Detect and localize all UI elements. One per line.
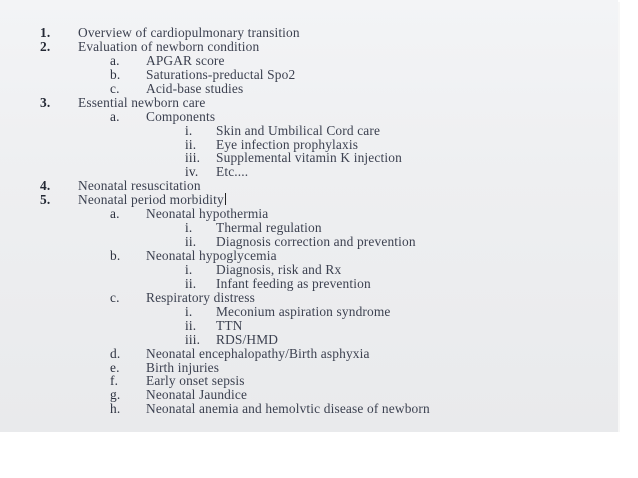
outline-marker: iv. bbox=[185, 164, 199, 180]
outline-item bbox=[0, 124, 618, 138]
outline-item bbox=[0, 277, 618, 291]
outline-label-text: Etc.... bbox=[216, 164, 249, 180]
outline-label[interactable] bbox=[78, 193, 226, 207]
outline-marker: iii. bbox=[185, 150, 201, 166]
outline-label-text: Supplemental vitamin K injection bbox=[216, 150, 402, 166]
outline-marker: f. bbox=[110, 373, 119, 389]
outline-label[interactable] bbox=[216, 235, 416, 249]
outline-label-text: Acid-base studies bbox=[146, 80, 244, 96]
outline-label-text: APGAR score bbox=[146, 52, 225, 68]
outline-item bbox=[0, 221, 618, 235]
outline-marker: ii. bbox=[185, 234, 197, 250]
outline-label[interactable] bbox=[78, 179, 201, 193]
outline-label[interactable] bbox=[216, 305, 391, 319]
outline-item bbox=[0, 249, 618, 263]
outline-item bbox=[0, 263, 618, 277]
outline-label[interactable] bbox=[216, 151, 402, 165]
outline-item bbox=[0, 138, 618, 152]
outline-label[interactable] bbox=[216, 333, 278, 347]
outline-label[interactable] bbox=[216, 277, 371, 291]
outline-label[interactable] bbox=[146, 347, 370, 361]
outline-item bbox=[0, 40, 618, 54]
outline-marker: 2. bbox=[40, 38, 51, 54]
outline-label[interactable] bbox=[146, 68, 295, 82]
outline-marker: i. bbox=[185, 303, 193, 319]
outline-item bbox=[0, 361, 618, 375]
outline-marker: a. bbox=[110, 206, 120, 222]
outline-marker: iii. bbox=[185, 331, 201, 347]
outline-label[interactable] bbox=[216, 319, 242, 333]
outline-item bbox=[0, 179, 618, 193]
outline-item bbox=[0, 68, 618, 82]
outline-label-text: Diagnosis, risk and Rx bbox=[216, 261, 342, 277]
outline-item bbox=[0, 305, 618, 319]
outline-item bbox=[0, 333, 618, 347]
outline-label-text: TTN bbox=[216, 317, 243, 333]
outline-marker: ii. bbox=[185, 136, 197, 152]
outline-label-text: Neonatal encephalopathy/Birth asphyxia bbox=[146, 345, 370, 361]
outline-item bbox=[0, 26, 618, 40]
outline-marker: h. bbox=[110, 401, 121, 417]
outline-marker: ii. bbox=[185, 275, 197, 291]
outline-label-text: Evaluation of newborn condition bbox=[78, 38, 260, 54]
outline-item bbox=[0, 291, 618, 305]
text-cursor bbox=[225, 193, 226, 205]
outline-label[interactable] bbox=[146, 402, 430, 416]
outline-item bbox=[0, 347, 618, 361]
outline-label[interactable] bbox=[78, 40, 259, 54]
outline-label-text: Meconium aspiration syndrome bbox=[216, 303, 391, 319]
outline-label[interactable] bbox=[146, 388, 247, 402]
page-margin bbox=[0, 432, 638, 478]
outline-marker: 4. bbox=[40, 178, 51, 194]
outline-label[interactable] bbox=[216, 221, 322, 235]
outline-label-text: Infant feeding as prevention bbox=[216, 275, 371, 291]
outline-label-text: Overview of cardiopulmonary transition bbox=[78, 25, 300, 40]
outline-item bbox=[0, 96, 618, 110]
outline-marker: c. bbox=[110, 80, 120, 96]
outline-item bbox=[0, 193, 618, 207]
outline-label-text: Neonatal resuscitation bbox=[78, 178, 201, 194]
outline-marker: 5. bbox=[40, 192, 51, 208]
outline-label[interactable] bbox=[146, 110, 215, 124]
outline-label-text: Essential newborn care bbox=[78, 94, 206, 110]
outline-item bbox=[0, 82, 618, 96]
outline-item bbox=[0, 207, 618, 221]
outline-label-text: Saturations-preductal Spo2 bbox=[146, 66, 296, 82]
outline-label-text: Neonatal anemia and hemolvtic disease of newborn bbox=[146, 401, 430, 417]
outline-label-text: Neonatal period morbidity bbox=[78, 192, 224, 208]
outline-label-text: Skin and Umbilical Cord care bbox=[216, 122, 381, 138]
outline-label-text: RDS/HMD bbox=[216, 331, 279, 347]
outline-label[interactable] bbox=[78, 96, 205, 110]
outline-marker: 3. bbox=[40, 94, 51, 110]
outline-marker: a. bbox=[110, 52, 120, 68]
outline-marker: 1. bbox=[40, 25, 51, 40]
outline-marker: b. bbox=[110, 66, 121, 82]
outline-label-text: Eye infection prophylaxis bbox=[216, 136, 359, 152]
outline-label[interactable] bbox=[78, 26, 300, 40]
outline-marker: g. bbox=[110, 387, 121, 403]
outline-label[interactable] bbox=[146, 54, 225, 68]
outline-item bbox=[0, 319, 618, 333]
outline-label-text: Components bbox=[146, 108, 216, 124]
outline-label-text: Diagnosis correction and prevention bbox=[216, 234, 416, 250]
outline-label[interactable] bbox=[146, 361, 219, 375]
outline-list bbox=[0, 26, 618, 416]
outline-item bbox=[0, 374, 618, 388]
outline-label-text: Neonatal hypothermia bbox=[146, 206, 269, 222]
outline-item bbox=[0, 402, 618, 416]
outline-item bbox=[0, 388, 618, 402]
outline-label[interactable] bbox=[216, 165, 248, 179]
outline-label-text: Neonatal hypoglycemia bbox=[146, 248, 277, 263]
outline-label[interactable] bbox=[146, 374, 245, 388]
outline-item bbox=[0, 54, 618, 68]
outline-item bbox=[0, 151, 618, 165]
outline-marker: i. bbox=[185, 261, 193, 277]
outline-label[interactable] bbox=[146, 207, 268, 221]
outline-label[interactable] bbox=[146, 82, 243, 96]
outline-marker: ii. bbox=[185, 317, 197, 333]
outline-label-text: Respiratory distress bbox=[146, 289, 255, 305]
outline-marker: e. bbox=[110, 359, 120, 375]
outline-label[interactable] bbox=[216, 263, 341, 277]
outline-label[interactable] bbox=[146, 291, 255, 305]
outline-label-text: Neonatal Jaundice bbox=[146, 387, 248, 403]
outline-label-text: Early onset sepsis bbox=[146, 373, 245, 389]
outline-item bbox=[0, 165, 618, 179]
outline-marker: c. bbox=[110, 289, 120, 305]
outline-label[interactable] bbox=[216, 138, 358, 152]
outline-label-text: Birth injuries bbox=[146, 359, 220, 375]
outline-marker: i. bbox=[185, 122, 193, 138]
outline-marker: d. bbox=[110, 345, 121, 361]
outline-marker: i. bbox=[185, 220, 193, 236]
outline-label[interactable] bbox=[146, 249, 277, 263]
outline-marker: b. bbox=[110, 248, 121, 263]
outline-item bbox=[0, 235, 618, 249]
outline-marker: a. bbox=[110, 108, 120, 124]
outline-label[interactable] bbox=[216, 124, 380, 138]
outline-label-text: Thermal regulation bbox=[216, 220, 322, 236]
outline-item bbox=[0, 110, 618, 124]
